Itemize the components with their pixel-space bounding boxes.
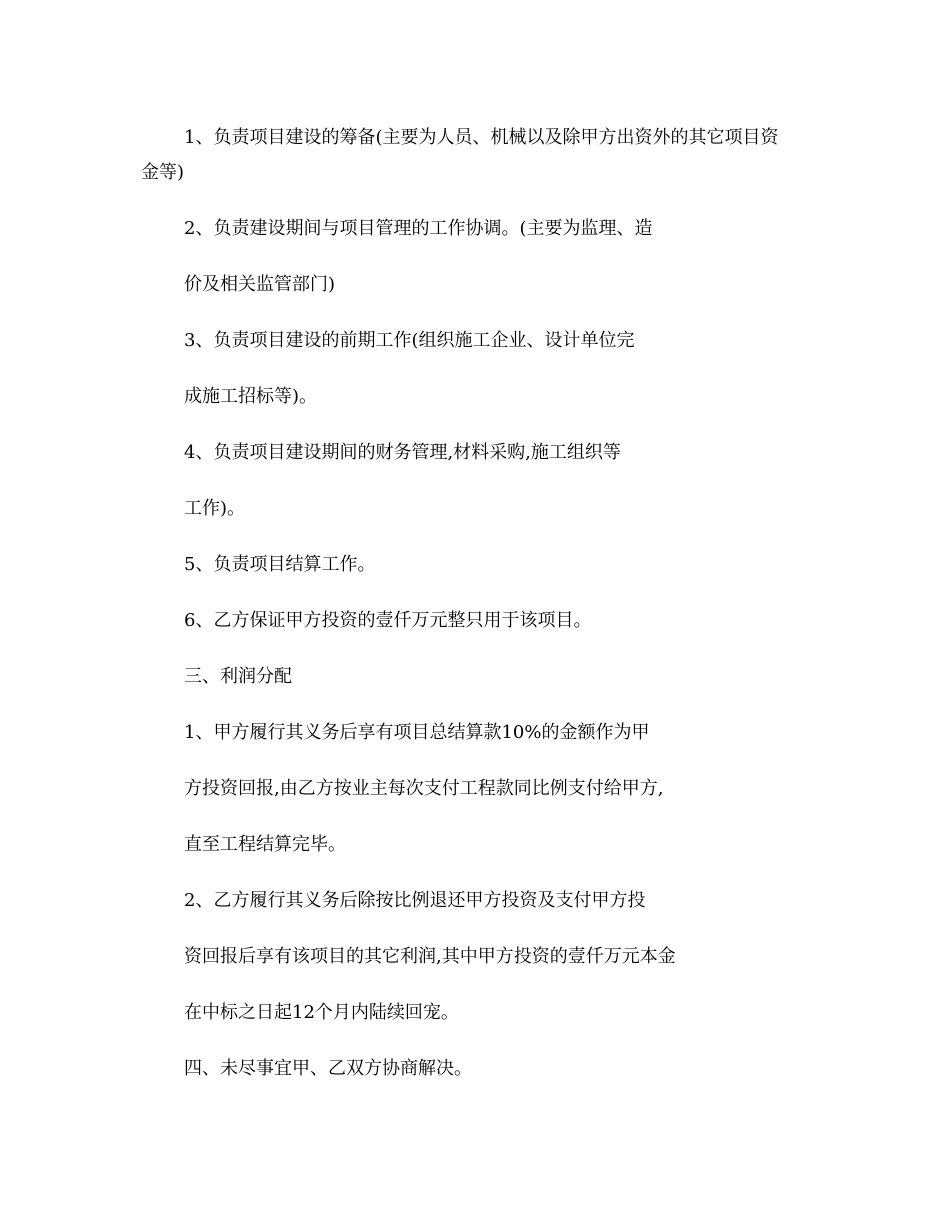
clause-3-item-2-line-3: 在中标之日起12个月内陆续回宠。 [184,1002,459,1023]
clause-2-item-3-line-2: 成施工招标等)。 [184,386,318,407]
clause-2-item-2-line-2: 价及相关监管部门) [184,274,336,295]
clause-2-item-1-line-2: 金等) [141,162,185,183]
clause-3-item-1-line-1: 1、甲方履行其义务后享有项目总结算款10%的金额作为甲 [184,722,650,743]
clause-3-item-2-line-2: 资回报后享有该项目的其它利润,其中甲方投资的壹仟万元本金 [184,946,676,967]
clause-2-item-5: 5、负责项目结算工作。 [184,554,376,575]
clause-3-item-1-line-3: 直至工程结算完毕。 [184,834,346,855]
clause-2-item-6: 6、乙方保证甲方投资的壹仟万元整只用于该项目。 [184,610,592,631]
clause-3-item-2-line-1: 2、乙方履行其义务后除按比例退还甲方投资及支付甲方投 [184,890,646,911]
clause-2-item-3-line-1: 3、负责项目建设的前期工作(组织施工企业、设计单位完 [184,330,635,351]
section-heading-profit-distribution: 三、利润分配 [184,666,292,687]
clause-2-item-4-line-2: 工作)。 [184,498,246,519]
section-heading-other-matters: 四、未尽事宜甲、乙双方协商解决。 [184,1058,472,1079]
clause-2-item-4-line-1: 4、负责项目建设期间的财务管理,材料采购,施工组织等 [184,442,621,463]
clause-2-item-1-line-1: 1、负责项目建设的筹备(主要为人员、机械以及除甲方出资外的其它项目资 [184,127,779,148]
clause-3-item-1-line-2: 方投资回报,由乙方按业主每次支付工程款同比例支付给甲方, [184,778,664,799]
clause-2-item-2-line-1: 2、负责建设期间与项目管理的工作协调。(主要为监理、造 [184,218,653,239]
